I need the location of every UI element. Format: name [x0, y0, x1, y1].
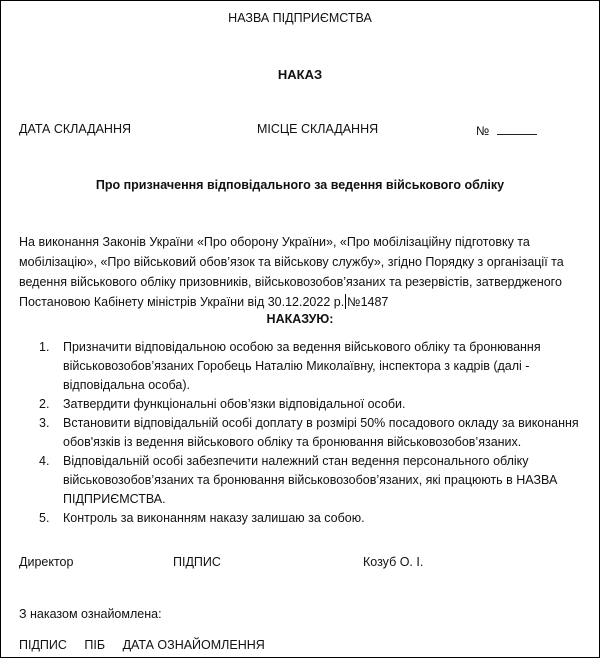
acknowledgement-fields: [19, 638, 279, 652]
ack-signature-field: ПІДПИС: [19, 638, 67, 652]
order-item: [39, 395, 594, 414]
acknowledgement-label: З наказом ознайомлена:: [19, 607, 162, 621]
preamble-line: мобілізацію», «Про військовий обов’язок та військову службу», згідно Порядку з організації та: [19, 255, 564, 269]
order-item-number: 3.: [39, 416, 50, 430]
order-item-number: 5.: [39, 511, 50, 525]
resolution-number: №1487: [347, 295, 389, 309]
ack-name-field: ПІБ: [84, 638, 106, 652]
order-item-line: військовозобов’язаних та бронювання військовозобов’язаних, які працюють в НАЗВА: [63, 473, 558, 487]
order-item-line: відповідальна особа).: [63, 378, 190, 392]
order-item-line: Відповідальній особі забезпечити належний стан ведення персонального обліку: [63, 454, 529, 468]
ack-date-field: ДАТА ОЗНАЙОМЛЕННЯ: [122, 638, 265, 652]
order-item-line: Затвердити функціональні обов’язки відповідальної особи.: [63, 397, 406, 411]
date-label: ДАТА СКЛАДАННЯ: [19, 122, 132, 136]
order-item-number: 4.: [39, 454, 50, 468]
preamble-text: Постановою Кабінету міністрів України від 30.12.2022 р.: [19, 295, 345, 309]
document-title: НАКАЗ: [277, 67, 323, 82]
preamble-line: ведення військового обліку призовників, військовозобов’язаних та резервістів, затвердженого: [19, 275, 562, 289]
preamble-paragraph[interactable]: [19, 232, 589, 312]
number-label: №: [476, 124, 490, 138]
company-name: НАЗВА ПІДПРИЄМСТВА: [228, 11, 372, 25]
order-subject: Про призначення відповідального за ведення військового обліку: [95, 178, 505, 192]
order-item-line: Призначити відповідальною особою за ведення військового обліку та бронювання: [63, 340, 541, 354]
order-item-line: Контроль за виконанням наказу залишаю за собою.: [63, 511, 365, 525]
order-item-line: військовозобов’язаних Горобець Наталію Миколаївну, інспектора з кадрів (далі -: [63, 359, 530, 373]
place-label: МІСЦЕ СКЛАДАННЯ: [257, 122, 379, 136]
order-item-line: Встановити відповідальній особі доплату в розмірі 50% посадового окладу за виконання: [63, 416, 579, 430]
number-blank-line[interactable]: [497, 122, 537, 135]
order-number: [476, 122, 537, 138]
order-item-line: ПІДПРИЄМСТВА.: [63, 492, 166, 506]
orders-heading: НАКАЗУЮ:: [266, 312, 334, 326]
orders-list: [39, 338, 594, 528]
signatory-name: Козуб О. І.: [363, 555, 424, 569]
preamble-line: [19, 292, 589, 312]
signature-placeholder: ПІДПИС: [173, 555, 221, 569]
order-item-number: 2.: [39, 397, 50, 411]
preamble-line: На виконання Законів України «Про оборону України», «Про мобілізаційну підготовку та: [19, 235, 530, 249]
order-item-number: 1.: [39, 340, 50, 354]
order-item: [39, 452, 594, 509]
order-item: [39, 509, 594, 528]
order-item: [39, 414, 594, 452]
order-item: [39, 338, 594, 395]
order-item-line: обов'язків із ведення військового обліку та бронювання військовозобов’язаних.: [63, 435, 522, 449]
signatory-role: Директор: [19, 555, 74, 569]
